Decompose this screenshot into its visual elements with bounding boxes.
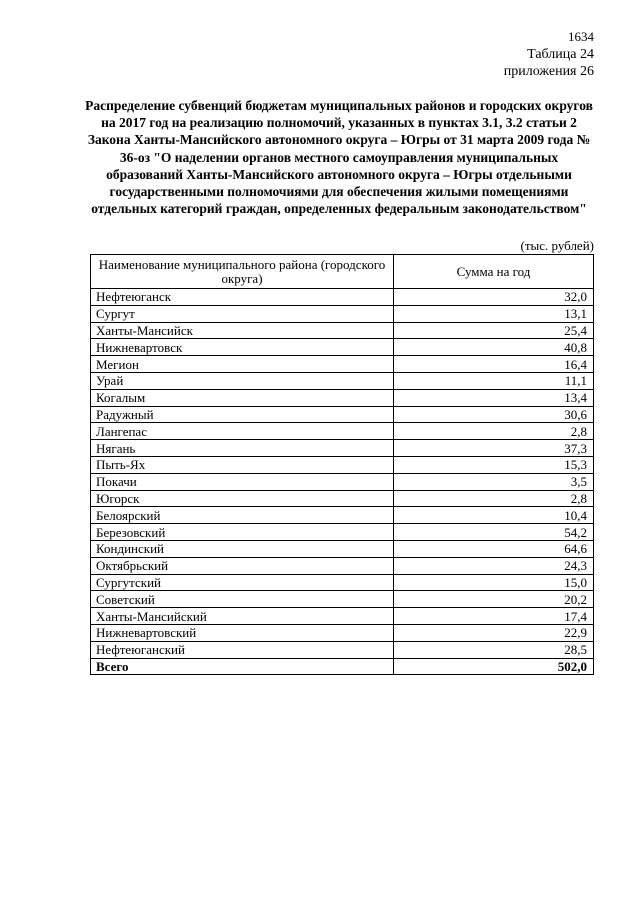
table-row xyxy=(91,574,594,591)
municipality-sum: 64,6 xyxy=(394,540,594,557)
table-row xyxy=(91,305,594,322)
municipality-name: Кондинский xyxy=(91,540,394,557)
table-row xyxy=(91,372,594,389)
municipality-name: Сургут xyxy=(91,305,394,322)
units-label: (тыс. рублей) xyxy=(520,238,594,253)
table-row xyxy=(91,591,594,608)
table-row xyxy=(91,507,594,524)
municipality-sum: 10,4 xyxy=(394,507,594,524)
municipality-sum: 22,9 xyxy=(394,624,594,641)
table-row xyxy=(91,440,594,457)
table-row xyxy=(91,608,594,625)
table-row xyxy=(91,540,594,557)
total-row xyxy=(91,658,594,675)
municipality-name: Нижневартовск xyxy=(91,339,394,356)
table-row xyxy=(91,641,594,658)
appendix-label: приложения 26 xyxy=(503,64,594,79)
table-reference xyxy=(504,46,594,80)
municipality-name: Югорск xyxy=(91,490,394,507)
municipality-name: Сургутский xyxy=(91,574,394,591)
municipality-name: Советский xyxy=(91,591,394,608)
subvention-table xyxy=(90,254,594,675)
municipality-name: Ханты-Мансийский xyxy=(91,608,394,625)
header-sum: Сумма на год xyxy=(394,255,594,289)
municipality-name: Нефтеюганск xyxy=(91,289,394,306)
municipality-name: Когалым xyxy=(91,389,394,406)
municipality-sum: 17,4 xyxy=(394,608,594,625)
municipality-sum: 32,0 xyxy=(394,289,594,306)
municipality-sum: 15,0 xyxy=(394,574,594,591)
total-label: Всего xyxy=(91,658,394,675)
table-row xyxy=(91,490,594,507)
municipality-name: Мегион xyxy=(91,356,394,373)
municipality-name: Нягань xyxy=(91,440,394,457)
table-row xyxy=(91,339,594,356)
municipality-name: Ханты-Мансийск xyxy=(91,322,394,339)
table-header-row xyxy=(91,255,594,289)
header-municipality: Наименование муниципального района (городского округа) xyxy=(91,255,394,289)
table-row xyxy=(91,473,594,490)
table-row xyxy=(91,289,594,306)
municipality-name: Белоярский xyxy=(91,507,394,524)
municipality-sum: 2,8 xyxy=(394,423,594,440)
document-title: Распределение субвенций бюджетам муниципальных районов и городских округов на 2017 год на реализацию полномочий, указанных в пунктах 3.1, 3.2 статьи 2 Закона Ханты-Мансийского автономного округа – Югры от 31 марта 2009 года № 36-оз "О наделении органов местного самоуправления муниципальных образований Ханты-Мансийского автономного округа – Югры отдельными государственными полномочиями для обеспечения жилыми помещениями отдельных категорий граждан, определенных федеральным законодательством" xyxy=(85,98,593,217)
municipality-sum: 40,8 xyxy=(394,339,594,356)
municipality-sum: 20,2 xyxy=(394,591,594,608)
municipality-name: Октябрьский xyxy=(91,557,394,574)
municipality-sum: 24,3 xyxy=(394,557,594,574)
table-row xyxy=(91,406,594,423)
table-row xyxy=(91,557,594,574)
municipality-sum: 37,3 xyxy=(394,440,594,457)
table-row xyxy=(91,356,594,373)
municipality-sum: 15,3 xyxy=(394,456,594,473)
municipality-name: Радужный xyxy=(91,406,394,423)
municipality-name: Лангепас xyxy=(91,423,394,440)
page-number: 1634 xyxy=(568,29,594,44)
table-row xyxy=(91,423,594,440)
municipality-sum: 30,6 xyxy=(394,406,594,423)
municipality-sum: 54,2 xyxy=(394,524,594,541)
table-label: Таблица 24 xyxy=(527,47,594,62)
municipality-sum: 13,4 xyxy=(394,389,594,406)
municipality-name: Березовский xyxy=(91,524,394,541)
municipality-sum: 3,5 xyxy=(394,473,594,490)
municipality-sum: 28,5 xyxy=(394,641,594,658)
table-row xyxy=(91,389,594,406)
municipality-name: Урай xyxy=(91,372,394,389)
municipality-sum: 11,1 xyxy=(394,372,594,389)
municipality-name: Пыть-Ях xyxy=(91,456,394,473)
municipality-sum: 16,4 xyxy=(394,356,594,373)
municipality-sum: 13,1 xyxy=(394,305,594,322)
municipality-sum: 25,4 xyxy=(394,322,594,339)
municipality-name: Нефтеюганский xyxy=(91,641,394,658)
table-row xyxy=(91,322,594,339)
table-row xyxy=(91,456,594,473)
municipality-sum: 2,8 xyxy=(394,490,594,507)
municipality-name: Покачи xyxy=(91,473,394,490)
table-row xyxy=(91,524,594,541)
table-row xyxy=(91,624,594,641)
municipality-name: Нижневартовский xyxy=(91,624,394,641)
total-sum: 502,0 xyxy=(394,658,594,675)
